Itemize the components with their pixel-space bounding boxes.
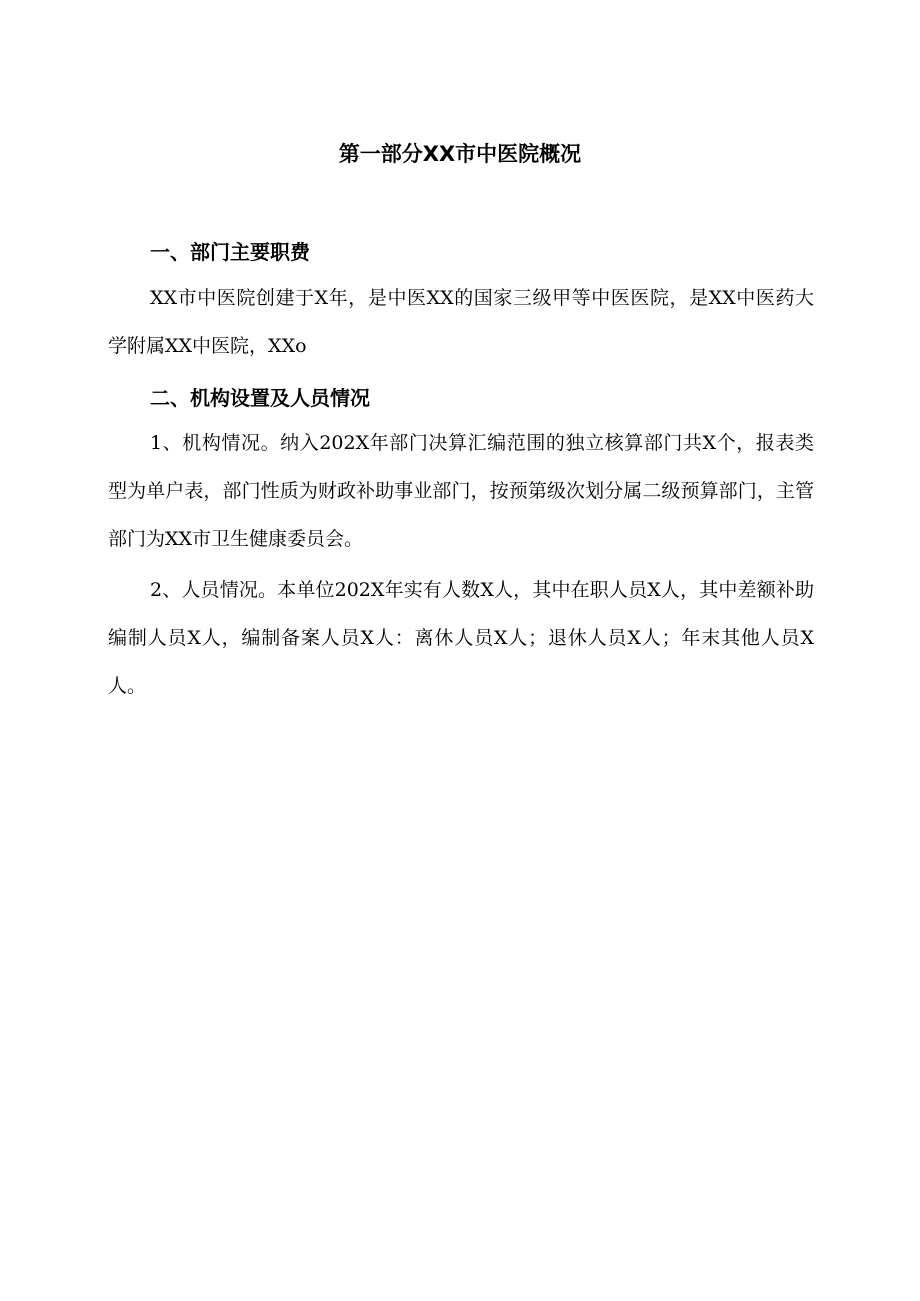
section-heading-organization: 二、机构设置及人员情况 xyxy=(150,386,370,410)
paragraph-hospital-overview: XX市中医院创建于X年，是中医XX的国家三级甲等中医医院，是XX中医药大学附属XX中医院，XXo xyxy=(108,287,814,357)
paragraph-institution-info: 1、机构情况。纳入202X年部门决算汇编范围的独立核算部门共X个，报表类型为单户表，部门性质为财政补助事业部门，按预第级次划分属二级预算部门，主管部门为XX市卫生健康委员会。 xyxy=(108,432,814,550)
section-heading-duties: 一、部门主要职费 xyxy=(150,240,310,264)
paragraph-staff-info: 2、人员情况。本单位202X年实有人数X人，其中在职人员X人，其中差额补助编制人员X人，编制备案人员X人：离休人员X人；退休人员X人；年末其他人员X人。 xyxy=(108,579,814,697)
page-title: 第一部分XX市中医院概况 xyxy=(338,142,582,166)
